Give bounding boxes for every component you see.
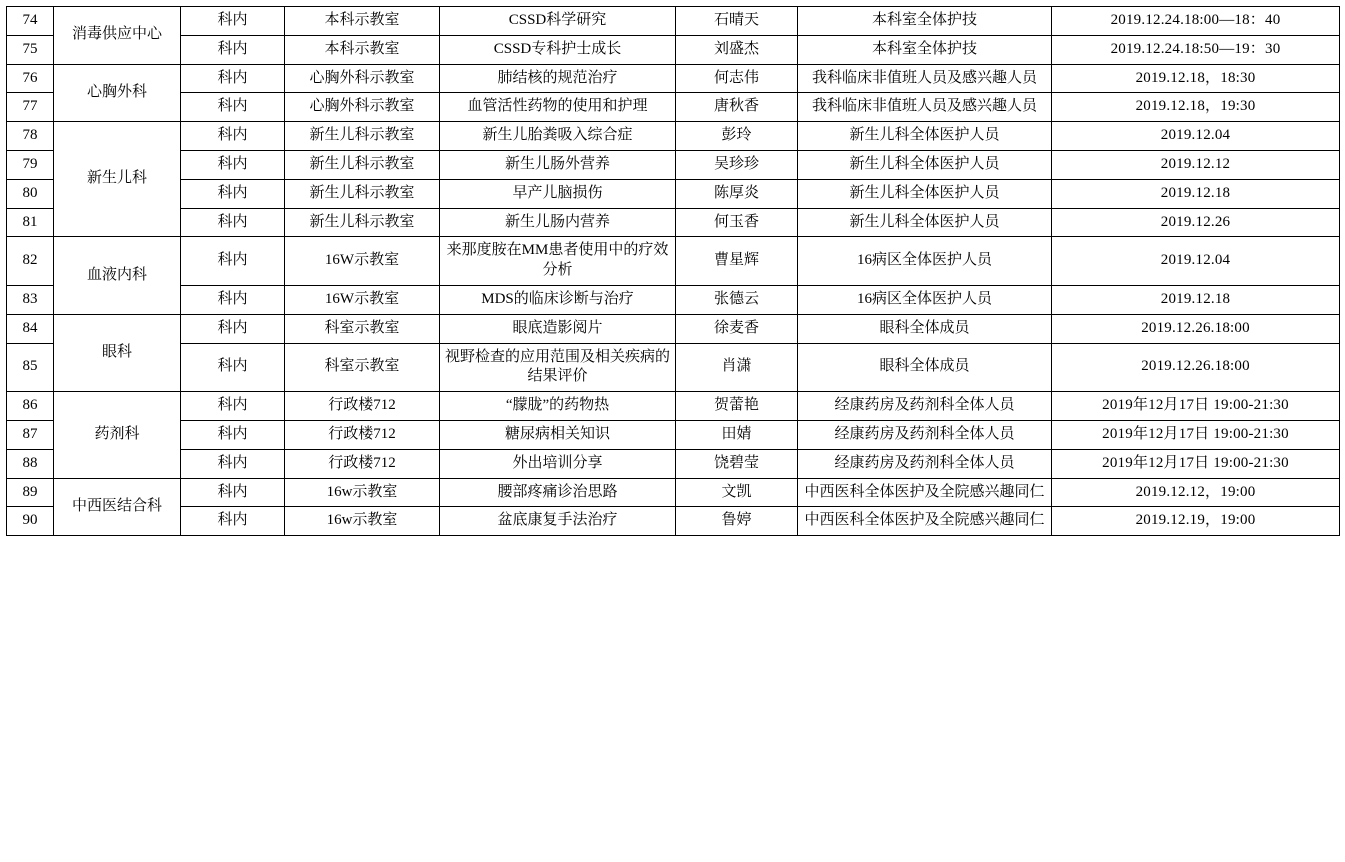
cell-location: 行政楼712 [285,449,440,478]
cell-audience: 经康药房及药剂科全体人员 [798,392,1052,421]
cell-time: 2019.12.26.18:00 [1052,314,1340,343]
cell-serial-number: 84 [7,314,54,343]
table-row [7,314,1340,343]
cell-topic: 外出培训分享 [440,449,676,478]
cell-speaker: 徐麦香 [676,314,798,343]
cell-type: 科内 [181,93,285,122]
cell-audience: 中西医科全体医护及全院感兴趣同仁 [798,507,1052,536]
cell-time: 2019.12.18 [1052,285,1340,314]
cell-topic: CSSD专科护士成长 [440,35,676,64]
cell-location: 行政楼712 [285,392,440,421]
cell-department: 药剂科 [54,392,181,478]
cell-serial-number: 80 [7,179,54,208]
table-row [7,35,1340,64]
cell-location: 新生儿科示教室 [285,150,440,179]
cell-type: 科内 [181,122,285,151]
cell-audience: 新生儿科全体医护人员 [798,122,1052,151]
table-row [7,449,1340,478]
cell-serial-number: 76 [7,64,54,93]
cell-time: 2019年12月17日 19:00-21:30 [1052,420,1340,449]
cell-serial-number: 82 [7,237,54,286]
cell-department: 心胸外科 [54,64,181,122]
cell-topic: 视野检查的应用范围及相关疾病的结果评价 [440,343,676,392]
cell-type: 科内 [181,35,285,64]
cell-type: 科内 [181,420,285,449]
cell-location: 科室示教室 [285,314,440,343]
cell-topic: 新生儿肠外营养 [440,150,676,179]
cell-department: 新生儿科 [54,122,181,237]
cell-serial-number: 77 [7,93,54,122]
cell-topic: 血管活性药物的使用和护理 [440,93,676,122]
cell-serial-number: 85 [7,343,54,392]
cell-location: 16w示教室 [285,507,440,536]
cell-audience: 新生儿科全体医护人员 [798,150,1052,179]
cell-audience: 我科临床非值班人员及感兴趣人员 [798,93,1052,122]
cell-time: 2019.12.18，18:30 [1052,64,1340,93]
cell-speaker: 刘盛杰 [676,35,798,64]
cell-speaker: 鲁婷 [676,507,798,536]
cell-type: 科内 [181,314,285,343]
cell-location: 新生儿科示教室 [285,179,440,208]
cell-time: 2019.12.12，19:00 [1052,478,1340,507]
cell-topic: “朦胧”的药物热 [440,392,676,421]
cell-audience: 本科室全体护技 [798,35,1052,64]
cell-department: 眼科 [54,314,181,391]
cell-type: 科内 [181,150,285,179]
cell-speaker: 肖潇 [676,343,798,392]
cell-speaker: 何玉香 [676,208,798,237]
cell-topic: 新生儿肠内营养 [440,208,676,237]
cell-location: 心胸外科示教室 [285,93,440,122]
cell-speaker: 何志伟 [676,64,798,93]
cell-type: 科内 [181,285,285,314]
cell-department: 消毒供应中心 [54,7,181,65]
table-row [7,208,1340,237]
cell-type: 科内 [181,478,285,507]
cell-speaker: 田婧 [676,420,798,449]
cell-location: 本科示教室 [285,7,440,36]
table-row [7,285,1340,314]
table-row [7,122,1340,151]
cell-time: 2019.12.26.18:00 [1052,343,1340,392]
cell-location: 本科示教室 [285,35,440,64]
cell-serial-number: 78 [7,122,54,151]
cell-time: 2019.12.12 [1052,150,1340,179]
cell-serial-number: 89 [7,478,54,507]
cell-serial-number: 83 [7,285,54,314]
table-row [7,64,1340,93]
cell-serial-number: 90 [7,507,54,536]
cell-serial-number: 79 [7,150,54,179]
lecture-schedule-table [6,6,1340,536]
cell-type: 科内 [181,7,285,36]
cell-location: 心胸外科示教室 [285,64,440,93]
cell-topic: 新生儿胎粪吸入综合症 [440,122,676,151]
cell-serial-number: 86 [7,392,54,421]
cell-location: 16W示教室 [285,237,440,286]
table-row [7,179,1340,208]
cell-topic: 糖尿病相关知识 [440,420,676,449]
cell-location: 行政楼712 [285,420,440,449]
cell-topic: 眼底造影阅片 [440,314,676,343]
table-row [7,343,1340,392]
cell-topic: CSSD科学研究 [440,7,676,36]
cell-topic: MDS的临床诊断与治疗 [440,285,676,314]
cell-audience: 经康药房及药剂科全体人员 [798,420,1052,449]
cell-department: 中西医结合科 [54,478,181,536]
cell-speaker: 陈厚炎 [676,179,798,208]
cell-time: 2019年12月17日 19:00-21:30 [1052,392,1340,421]
cell-location: 16W示教室 [285,285,440,314]
cell-speaker: 贺蕾艳 [676,392,798,421]
cell-type: 科内 [181,208,285,237]
cell-speaker: 吴珍珍 [676,150,798,179]
cell-audience: 新生儿科全体医护人员 [798,208,1052,237]
cell-location: 16w示教室 [285,478,440,507]
cell-serial-number: 75 [7,35,54,64]
cell-serial-number: 88 [7,449,54,478]
cell-time: 2019.12.18 [1052,179,1340,208]
cell-serial-number: 81 [7,208,54,237]
cell-time: 2019.12.19，19:00 [1052,507,1340,536]
table-row [7,150,1340,179]
cell-time: 2019年12月17日 19:00-21:30 [1052,449,1340,478]
table-row [7,420,1340,449]
cell-serial-number: 87 [7,420,54,449]
table-row [7,392,1340,421]
cell-type: 科内 [181,507,285,536]
cell-time: 2019.12.24.18:50—19：30 [1052,35,1340,64]
cell-location: 科室示教室 [285,343,440,392]
cell-topic: 早产儿脑损伤 [440,179,676,208]
table-row [7,93,1340,122]
table-row [7,478,1340,507]
cell-audience: 眼科全体成员 [798,314,1052,343]
table-row [7,507,1340,536]
cell-audience: 新生儿科全体医护人员 [798,179,1052,208]
table-row [7,7,1340,36]
cell-topic: 来那度胺在MM患者使用中的疗效分析 [440,237,676,286]
cell-speaker: 彭玲 [676,122,798,151]
table-body [7,7,1340,536]
cell-audience: 我科临床非值班人员及感兴趣人员 [798,64,1052,93]
cell-location: 新生儿科示教室 [285,208,440,237]
cell-time: 2019.12.24.18:00—18：40 [1052,7,1340,36]
cell-audience: 本科室全体护技 [798,7,1052,36]
cell-type: 科内 [181,64,285,93]
cell-audience: 16病区全体医护人员 [798,285,1052,314]
cell-speaker: 饶碧莹 [676,449,798,478]
cell-audience: 中西医科全体医护及全院感兴趣同仁 [798,478,1052,507]
cell-type: 科内 [181,179,285,208]
cell-topic: 腰部疼痛诊治思路 [440,478,676,507]
cell-type: 科内 [181,343,285,392]
table-row [7,237,1340,286]
cell-topic: 盆底康复手法治疗 [440,507,676,536]
cell-speaker: 石晴天 [676,7,798,36]
cell-type: 科内 [181,392,285,421]
cell-audience: 经康药房及药剂科全体人员 [798,449,1052,478]
cell-speaker: 张德云 [676,285,798,314]
cell-topic: 肺结核的规范治疗 [440,64,676,93]
cell-time: 2019.12.26 [1052,208,1340,237]
cell-location: 新生儿科示教室 [285,122,440,151]
cell-speaker: 曹星辉 [676,237,798,286]
cell-time: 2019.12.04 [1052,122,1340,151]
cell-audience: 眼科全体成员 [798,343,1052,392]
cell-type: 科内 [181,449,285,478]
cell-audience: 16病区全体医护人员 [798,237,1052,286]
cell-department: 血液内科 [54,237,181,314]
cell-speaker: 唐秋香 [676,93,798,122]
cell-type: 科内 [181,237,285,286]
cell-serial-number: 74 [7,7,54,36]
cell-time: 2019.12.04 [1052,237,1340,286]
cell-time: 2019.12.18，19:30 [1052,93,1340,122]
cell-speaker: 文凯 [676,478,798,507]
